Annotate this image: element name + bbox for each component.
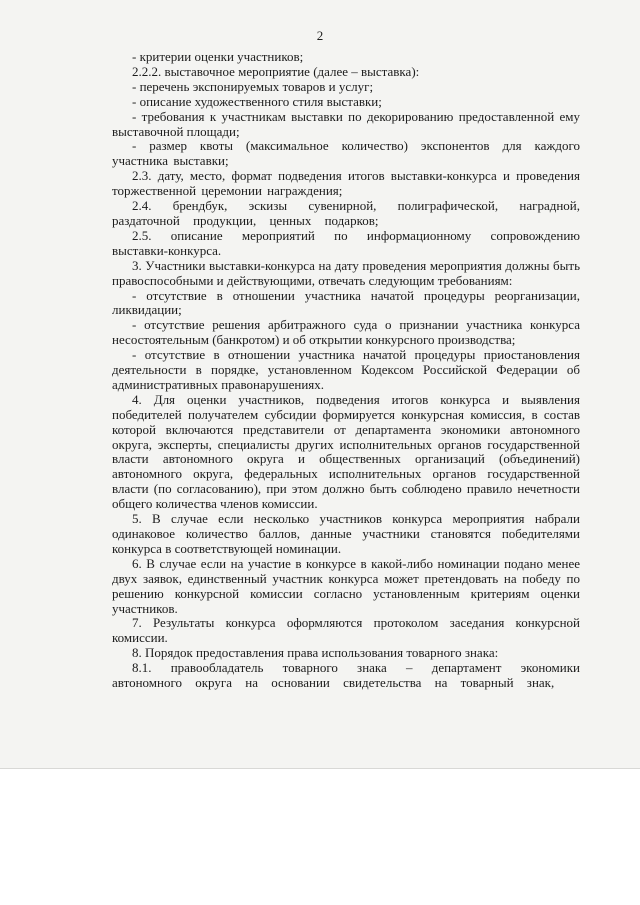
blank-area	[0, 769, 640, 905]
paragraph-13: - отсутствие в отношении участника начатой процедуры приостановления деятельности в порядке, установленном Кодексом Российской Федерации об административных правонарушениях.	[112, 347, 580, 392]
paragraph-4: - описание художественного стиля выставки;	[132, 93, 382, 109]
paragraph-3: - перечень экспонируемых товаров и услуг;	[132, 78, 374, 94]
paragraph-17: 7. Результаты конкурса оформляются протоколом заседания конкурсной комиссии.	[112, 615, 580, 646]
paragraph-12: - отсутствие решения арбитражного суда о признании участника конкурса несостоятельным (банкротом) и об открытии конкурсного производства;	[112, 317, 580, 348]
paragraph-16: 6. В случае если на участие в конкурсе в какой-либо номинации подано менее двух заявок, единственный участник конкурса может претендовать на победу по решению конкурсной комиссии согласно установленным критериям оценки участников.	[112, 555, 580, 616]
paragraph-5: - требования к участникам выставки по декорированию предоставленной ему выставочной площади;	[112, 108, 580, 139]
paragraph-15: 5. В случае если несколько участников конкурса мероприятия набрали одинаковое количество баллов, данные участники становятся победителями конкурса в соответствующей номинации.	[112, 511, 580, 556]
paragraph-18: 8. Порядок предоставления права использования товарного знака:	[132, 645, 499, 661]
paragraph-19: 8.1. правообладатель товарного знака – департамент экономики автономного округа на основании свидетельства на товарный знак,	[112, 660, 580, 691]
paragraph-11: - отсутствие в отношении участника начатой процедуры реорганизации, ликвидации;	[112, 287, 580, 318]
paragraph-7: 2.3. дату, место, формат подведения итогов выставки-конкурса и проведения торжественной церемонии награждения;	[112, 168, 580, 199]
paragraph-9: 2.5. описание мероприятий по информационному сопровождению выставки-конкурса.	[112, 227, 580, 258]
paragraph-1: - критерии оценки участников;	[132, 49, 304, 64]
page-number: 2	[316, 28, 324, 43]
paragraph-10: 3. Участники выставки-конкурса на дату проведения мероприятия должны быть правоспособными и действующими, отвечать следующим требованиям:	[112, 257, 580, 288]
paragraph-2: 2.2.2. выставочное мероприятие (далее – выставка):	[132, 63, 420, 79]
paragraph-8: 2.4. брендбук, эскизы сувенирной, полиграфической, наградной, раздаточной продукции, ценных подарков;	[112, 198, 580, 228]
paragraph-6: - размер квоты (максимальное количество) экспонентов для каждого участника выставки;	[112, 138, 580, 169]
document-body	[112, 50, 580, 691]
paragraph-14: 4. Для оценки участников, подведения итогов конкурса и выявления победителей получателем субсидии формируется конкурсная комиссия, в состав которой включаются представители от департамента экономики автономного округа, эксперты, специалисты других исполнительных органов государственной власти автономного округа и общественных организаций (объединений) автономного округа, федеральных исполнительных органов государственной власти (по согласованию), при этом должно быть соблюдено правило нечетности общего количества членов комиссии.	[112, 391, 580, 512]
